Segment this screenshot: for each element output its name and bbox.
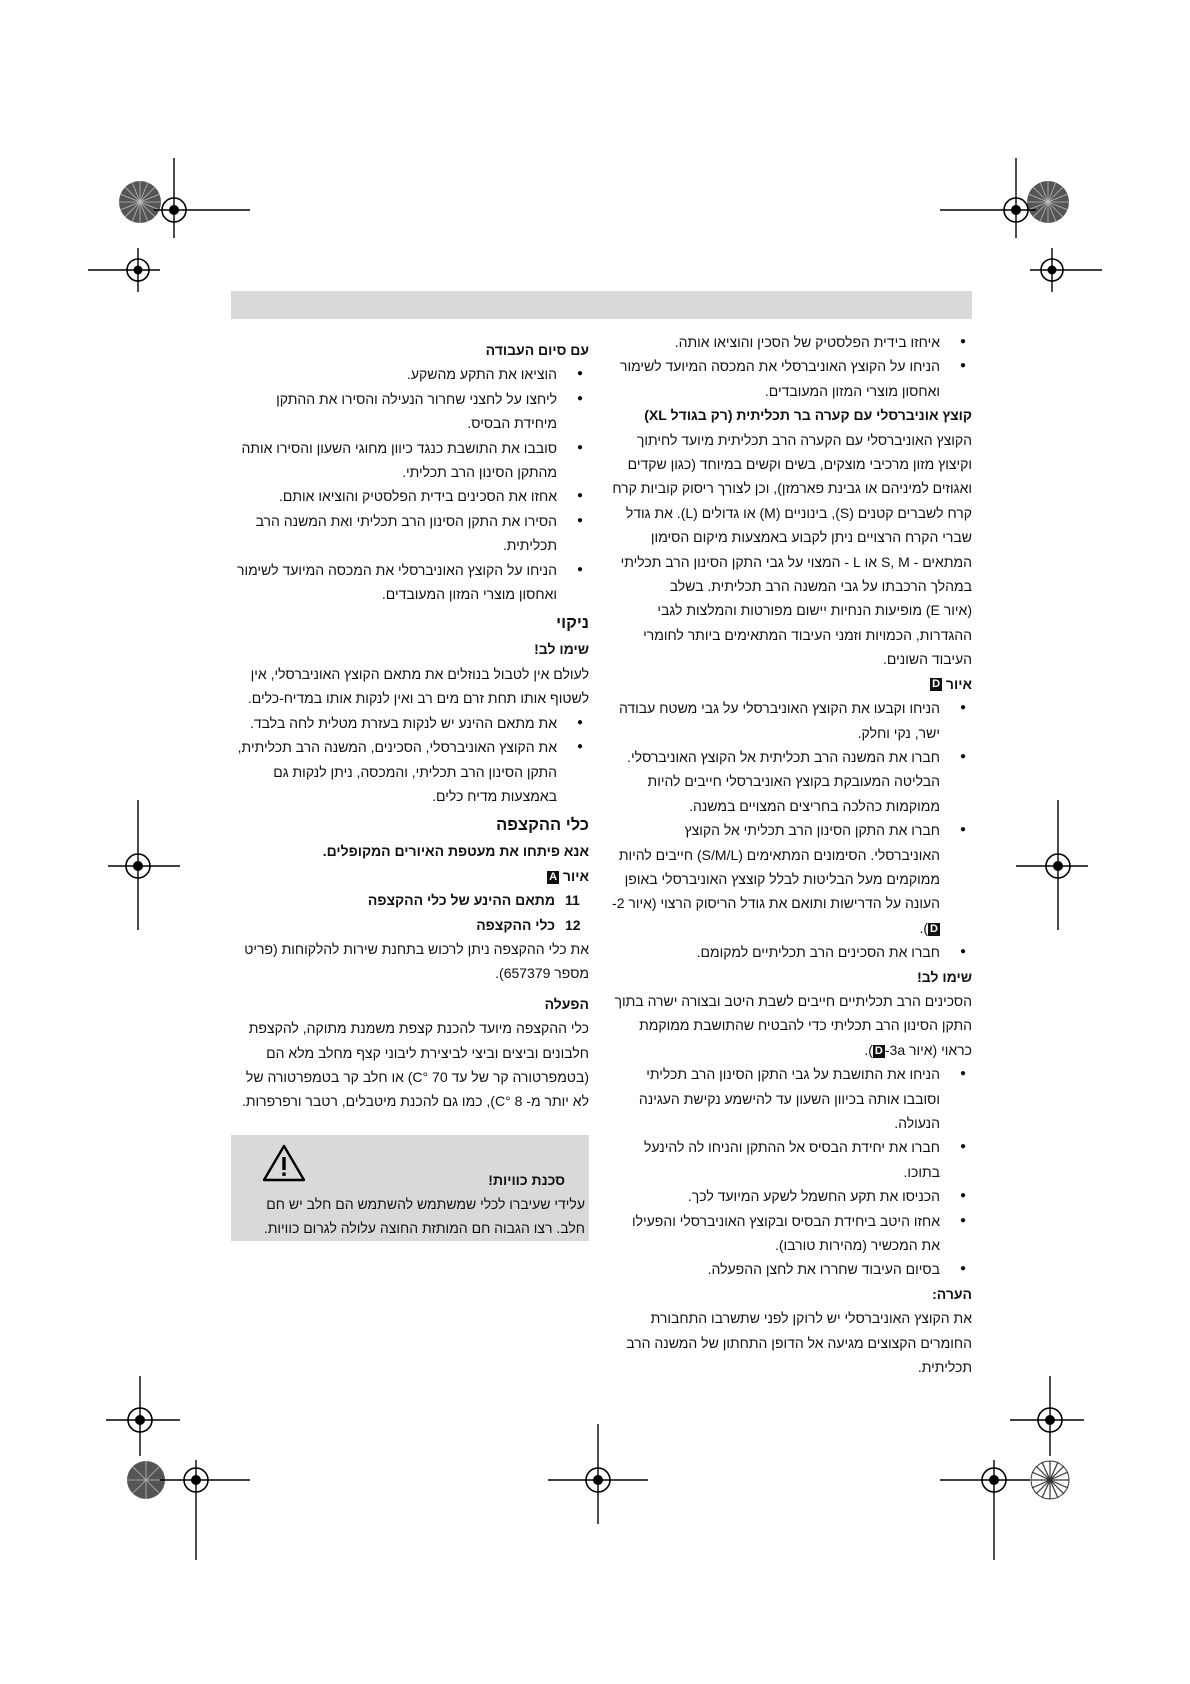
list-item: ● חברו את יחידת הבסיס אל ההתקן והניחו לה להינעל בתוכו. xyxy=(612,1135,972,1184)
heading-finish: עם סיום העבודה xyxy=(485,342,589,358)
header-gray-bar xyxy=(231,291,972,319)
note-text: את הקוצץ האוניברסלי יש לרוקן לפני שתשרבו התחבורת החומרים הקצוצים מגיעה אל הדופן התחתון של המשנה הרב תכליתית. xyxy=(626,1310,972,1376)
warning-text: עלידי שעיברו לכלי שמשתמש להשתמש הם חלב יש חם חלב. רצו הגבוה חם המותזת החוצה עלולה לגרום כוויות. xyxy=(263,1196,585,1236)
list-item-tail: ). xyxy=(919,919,929,936)
right-text-column xyxy=(612,330,972,1379)
list-item: ● הסירו את התקן הסינון הרב תכליתי ואת המשנה הרב תכליתית. xyxy=(232,509,589,558)
crosshair-top-right xyxy=(940,158,1036,248)
crosshair-middle-right xyxy=(1016,800,1096,930)
bullets-clean xyxy=(232,711,589,809)
figure-a-badge: A xyxy=(549,870,558,883)
figure-label: איור xyxy=(562,867,589,884)
paragraph-xl-tail: (איור E) מופיעות הנחיות יישום מפורטות והמלצות לגבי ההגדרות, הכמויות וזמני העיבוד המתאימים ביותר לחומרי העיבוד השונים. xyxy=(643,602,972,668)
list-item: ● חברו את הסכינים הרב תכליתיים למקומם. xyxy=(612,940,972,964)
figure-d-caption xyxy=(612,672,972,696)
warning-triangle-icon xyxy=(261,1143,307,1190)
list-item: ● את מתאם ההינע יש לנקות בעזרת מטלית לחה בלבד. xyxy=(232,711,589,735)
crosshair-bottom-right xyxy=(1010,1376,1090,1456)
list-item: ● אחזו את הסכינים בידית הפלסטיק והוציאו אותם. xyxy=(232,484,589,508)
list-item: ● הניחו וקבעו את הקוצץ האוניברסלי על גבי משטח עבודה ישר, נקי וחלק. xyxy=(612,696,972,745)
accessories-paragraph: את כלי ההקצפה ניתן לרכוש בתחנת שירות להלקוחות (פריט מספר 657379). xyxy=(244,940,589,982)
clean-attention-title: שימו לב! xyxy=(534,641,589,658)
heading-xl: קוצץ אוניברסלי עם קערה בר תכליתית (רק בגודל XL) xyxy=(644,407,972,424)
crosshair-bottom-right-inner xyxy=(940,1440,1030,1560)
list-item: ● ליחצו על לחצני שחרור הנעילה והסירו את ההתקן מיחידת הבסיס. xyxy=(232,387,589,436)
figure-d-badge: D xyxy=(874,1044,883,1057)
warning-box xyxy=(231,1135,589,1241)
crosshair-bottom-center xyxy=(548,1424,648,1524)
attention-title: שימו לב! xyxy=(917,968,972,985)
paragraph-xl: הקוצץ האוניברסלי עם הקערה הרב תכליתית מיועד לחיתוך וקיצוץ מזון מרכיבי מוצקים, בשים וקשים במיוחד (כגון שקדים ואגוזים למיניהם או גבינת פארמזן), וכן לצורך ריסוק קוביות קרח קרח לשברים קטנים (S), בינוניים (M) או גדולים (L). את גודל שברי הקרח הרצויים ניתן לקבוע באמצעות מיקום הסימון המתאים - S, M או L - המצוי על גבי התקן הסינון הרב תכליתי במהלך הרכבתו על גבי המשנה הרב תכליתית. בשלב xyxy=(612,431,972,595)
bullets-finish xyxy=(232,362,589,606)
list-item: ● איחזו בידית הפלסטיק של הסכין והוציאו אותה. xyxy=(612,330,972,354)
crosshair-top-right-lower xyxy=(1030,248,1102,308)
numbered-item xyxy=(232,913,589,937)
list-item: ● חברו את המשנה הרב תכליתית אל הקוצץ האוניברסלי. הבליטה המעובקת בקוצץ האוניברסלי חייבים להיות ממוקמות כהלכה בחריצים המצויים במשנה. xyxy=(612,745,972,818)
heading-accessories: כלי ההקצפה xyxy=(496,816,589,835)
crosshair-middle-left xyxy=(100,800,180,930)
heading-clean: ניקוי xyxy=(556,614,589,633)
registration-mark-bottom-right-segmented xyxy=(1030,1460,1070,1500)
figure-label: איור xyxy=(945,675,972,692)
numbered-item xyxy=(232,888,589,912)
figure-a-caption xyxy=(232,864,589,888)
crosshair-top-left-lower xyxy=(88,248,160,308)
item-text: מתאם ההינע של כלי ההקצפה xyxy=(367,892,555,909)
list-item: ● את הקוצץ האוניברסלי, הסכינים, המשנה הרב תכליתית, התקן הסינון הרב תכליתי, והמכסה, ניתן לנקות גם באמצעות מדיח כלים. xyxy=(232,735,589,808)
list-item: ● סובבו את התושבת כנגד כיוון מחוגי השעון והסירו אותה מהתקן הסינון הרב תכליתי. xyxy=(232,436,589,485)
list-item: ● הניחו על הקוצץ האוניברסלי את המכסה המיועד לשימור ואחסון מוצרי המזון המעובדים. xyxy=(612,354,972,403)
list-item: ● הניחו על הקוצץ האוניברסלי את המכסה המיועד לשימור ואחסון מוצרי המזון המעובדים. xyxy=(232,558,589,607)
list-item: ● אחזו היטב ביחידת הבסיס ובקוצץ האוניברסלי והפעילו את המכשיר (מהירות טורבו). xyxy=(612,1209,972,1258)
attention-text xyxy=(612,989,972,1062)
list-item: ● בסיום העיבוד שחררו את לחצן ההפעלה. xyxy=(612,1257,972,1281)
crosshair-bottom-left-inner xyxy=(160,1440,250,1560)
item-text: כלי ההקצפה xyxy=(476,916,555,933)
attention-body: הסכינים הרב תכליתיים חייבים לשבת היטב ובצורה ישרה בתוך התקן הסינון הרב תכליתי כדי להבטיח שהתושבת ממוקמת כראוי (איור 3a- xyxy=(614,992,972,1058)
figure-d-badge: D xyxy=(930,922,938,935)
list-item: ● הכניסו את תקע החשמל לשקע המיועד לכך. xyxy=(612,1184,972,1208)
list-item: ● הניחו את התושבת על גבי התקן הסינון הרב תכליתי וסובבו אותה בכיוון השעון עד להישמע נקישת העגינה הנעולה. xyxy=(612,1062,972,1135)
warning-title: סכנת כוויות! xyxy=(488,1172,565,1188)
heading-operation: הפעלה xyxy=(544,995,589,1012)
crosshair-top-left xyxy=(154,158,250,248)
bullets-d xyxy=(612,696,972,964)
accessories-intro: אנא פיתחו את מעטפת האיורים המקופלים. xyxy=(322,843,589,860)
list-item: ● הוציאו את התקע מהשקע. xyxy=(232,362,589,386)
clean-attention-text: לעולם אין לטבול בנוזלים את מתאם הקוצץ האוניברסלי, אין לשטוף אותו תחת זרם מים רב ואין לנקות אותו במדיח-כלים. xyxy=(247,665,589,707)
attention-tail: ). xyxy=(864,1041,873,1058)
item-number: 11 xyxy=(565,892,580,909)
item-number: 12 xyxy=(565,916,581,933)
note-title: הערה: xyxy=(932,1285,972,1302)
left-text-column xyxy=(232,338,589,1114)
bullets-after xyxy=(612,1062,972,1282)
bullets-top xyxy=(612,330,972,403)
operation-paragraph: כלי ההקצפה מיועד להכנת קצפת משמנת מתוקה, להקצפת חלבונים וביצים וביצי לביצירת ליבוני קצף מחלב מלא הם (בטמפרטורה קר של עד 70 °C) או חלב קר בטמפרטורה של לא יותר מ- 8 °C), כמו גם להכנת מיטבלים, רטבר ורפרפרות. xyxy=(241,1020,589,1110)
figure-d-badge: D xyxy=(932,678,941,691)
list-item xyxy=(612,818,972,940)
list-item-text: חברו את התקן הסינון הרב תכליתי אל הקוצץ האוניברסלי. הסימונים המתאימים (S/M/L) חייבים להיות ממוקמים מעל הבליטות לבלל קוצצץ האוניברסלי באופן העונה על הדרישות ותואם את גודל הריסוק הרצוי (איור 2- xyxy=(612,822,940,912)
